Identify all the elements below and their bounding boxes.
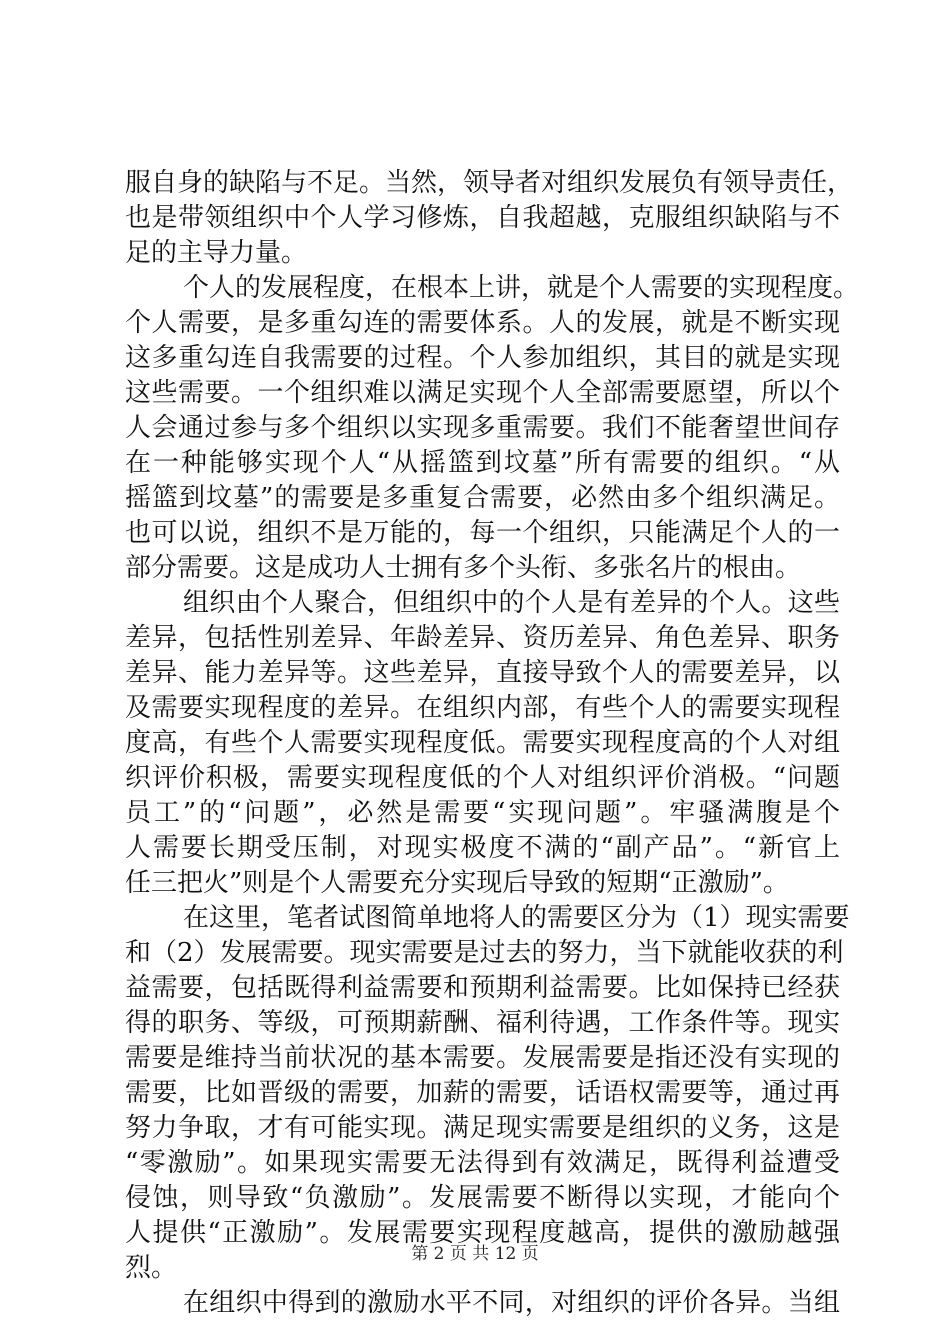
page-footer: 第 2 页 共 12 页 [411,1244,539,1264]
text-line: 在一种能够实现个人“从摇篮到坟墓”所有需要的组织。“从 [125,448,840,478]
text-line: 需要是维持当前状况的基本需要。发展需要是指还没有实现的 [125,1043,840,1073]
text-line: 也可以说，组织不是万能的，每一个组织，只能满足个人的一 [125,518,840,548]
paragraph [125,901,850,1286]
text-line: 度高，有些个人需要实现程度低。需要实现程度高的个人对组 [125,728,840,758]
text-line: 在组织中得到的激励水平不同，对组织的评价各异。当组 [183,1288,840,1318]
body-text [125,166,860,1321]
text-line: 摇篮到坟墓”的需要是多重复合需要，必然由多个组织满足。 [125,483,840,513]
text-line: 差异，包括性别差异、年龄差异、资历差异、角色差异、职务 [125,623,840,653]
text-line: 组织由个人聚合，但组织中的个人是有差异的个人。这些 [183,588,840,618]
text-line: “零激励”。如果现实需要无法得到有效满足，既得利益遭受 [125,1148,840,1178]
text-line: 这多重勾连自我需要的过程。个人参加组织，其目的就是实现 [125,343,840,373]
paragraph [125,271,860,586]
paragraph [125,166,854,271]
text-line: 个人的发展程度，在根本上讲，就是个人需要的实现程度。 [183,273,860,303]
text-line: 烈。 [125,1253,178,1283]
text-line: 也是带领组织中个人学习修炼，自我超越，克服组织缺陷与不 [125,203,840,233]
text-line: 和（2）发展需要。现实需要是过去的努力，当下就能收获的利 [125,938,844,968]
text-line: 差异、能力差异等。这些差异，直接导致个人的需要差异，以 [125,658,840,688]
text-line: 任三把火”则是个人需要充分实现后导致的短期“正激励”。 [125,868,789,898]
paragraph [125,586,840,901]
text-line: 部分需要。这是成功人士拥有多个头衔、多张名片的根由。 [125,553,802,583]
text-line: 及需要实现程度的差异。在组织内部，有些个人的需要实现程 [125,693,840,723]
text-line: 得的职务、等级，可预期薪酬、福利待遇，工作条件等。现实 [125,1008,840,1038]
text-line: 这些需要。一个组织难以满足实现个人全部需要愿望，所以个 [125,378,840,408]
text-line: 在这里，笔者试图简单地将人的需要区分为（1）现实需要 [183,903,850,933]
text-line: 侵蚀，则导致“负激励”。发展需要不断得以实现，才能向个 [125,1183,840,1213]
paragraph [125,1286,840,1321]
text-line: 服自身的缺陷与不足。当然，领导者对组织发展负有领导责任， [125,168,854,198]
text-line: 人需要长期受压制，对现实极度不满的“副产品”。“新官上 [125,833,840,863]
text-line: 努力争取，才有可能实现。满足现实需要是组织的义务，这是 [125,1113,840,1143]
text-line: 个人需要，是多重勾连的需要体系。人的发展，就是不断实现 [125,308,840,338]
text-line: 足的主导力量。 [125,238,308,268]
text-line: 织评价积极，需要实现程度低的个人对组织评价消极。“问题 [125,763,840,793]
text-line: 需要，比如晋级的需要，加薪的需要，话语权需要等，通过再 [125,1078,840,1108]
text-line: 益需要，包括既得利益需要和预期利益需要。比如保持已经获 [125,973,840,1003]
text-line: 人提供“正激励”。发展需要实现程度越高，提供的激励越强 [125,1218,840,1248]
text-line: 人会通过参与多个组织以实现多重需要。我们不能奢望世间存 [125,413,840,443]
text-line: 员工”的“问题”，必然是需要“实现问题”。牢骚满腹是个 [125,798,840,828]
